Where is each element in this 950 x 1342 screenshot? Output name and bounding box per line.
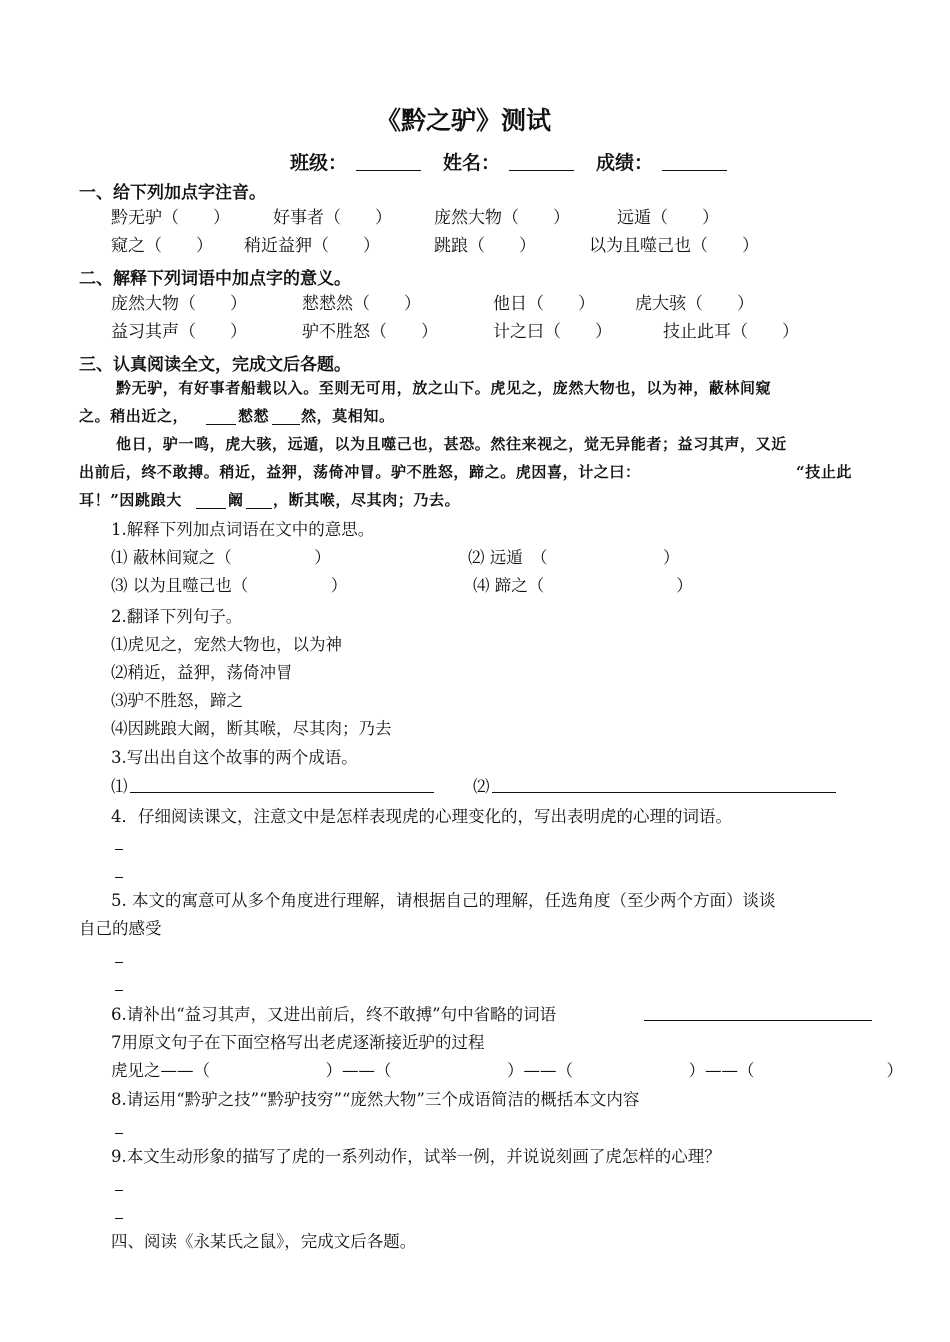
section3-heading: 三、认真阅读全文，完成文后各题。: [79, 355, 351, 375]
answer-dash[interactable]: [115, 1218, 123, 1219]
passage-word: 憖憖: [238, 407, 270, 425]
page-title: 《黔之驴》测试: [376, 106, 552, 135]
class-label: 班级：: [290, 152, 348, 174]
q1-item: ⑴ 蔽林间窥之（ ）: [111, 548, 331, 567]
q1-item: ⑶ 以为且噬己也（ ）: [111, 576, 348, 595]
passage-line: 他日，驴一鸣，虎大骇，远遁，以为且噬己也，甚恐。然往来视之，觉无异能者；益习其声，又近: [116, 435, 787, 453]
passage-line: “技止此: [796, 463, 853, 481]
sec1-item: 远遁（ ）: [617, 208, 719, 228]
sec1-item: 跳踉（ ）: [434, 236, 536, 256]
passage-line: 耳！”因跳踉大: [79, 491, 182, 509]
passage-line: ，断其喉，尽其肉；乃去。: [273, 491, 461, 509]
q3-answer-line[interactable]: [130, 792, 434, 793]
question-6: 6.请补出“益习其声，又进出前后，终不敢搏”句中省略的词语: [111, 1005, 557, 1024]
q1-item: ⑵ 远遁 （ ）: [468, 548, 680, 567]
sec1-item: 黔无驴（ ）: [111, 208, 230, 228]
sec2-item: 庞然大物（ ）: [111, 294, 247, 314]
passage-blank: [196, 508, 226, 509]
question-1: 1.解释下列加点词语在文中的意思。: [111, 520, 375, 539]
question-5-cont: 自己的感受: [79, 919, 162, 938]
answer-dash[interactable]: [115, 877, 123, 878]
question-8: 8.请运用“黔驴之技”“黔驴技穷”“庞然大物”三个成语简洁的概括本文内容: [111, 1090, 640, 1109]
q2-sentence: ⑵稍近，益狎，荡倚冲冒: [111, 663, 293, 682]
q3-item: ⑵: [473, 777, 490, 796]
answer-dash[interactable]: [115, 1190, 123, 1191]
name-label: 姓名：: [443, 152, 501, 174]
passage-blank: [272, 424, 300, 425]
q3-item: ⑴: [111, 777, 128, 796]
question-3: 3.写出出自这个故事的两个成语。: [111, 748, 358, 767]
q3-answer-line[interactable]: [492, 792, 836, 793]
score-blank[interactable]: [662, 170, 727, 171]
section4-heading: 四、阅读《永某氏之鼠》，完成文后各题。: [111, 1232, 417, 1251]
answer-dash[interactable]: [115, 1133, 123, 1134]
sec1-item: 稍近益狎（ ）: [244, 236, 380, 256]
name-blank[interactable]: [509, 170, 574, 171]
question-4: 4．仔细阅读课文，注意文中是怎样表现虎的心理变化的，写出表明虎的心理的词语。: [111, 807, 732, 826]
question-7: 7用原文句子在下面空格写出老虎逐渐接近驴的过程: [111, 1033, 485, 1052]
passage-line: 黔无驴，有好事者船载以入。至则无可用，放之山下。虎见之，庞然大物也，以为神，蔽林间窥: [116, 379, 772, 397]
q7-chain: 虎见之——（ ）——（ ）——（ ）——（ ）: [111, 1061, 903, 1080]
section1-heading: 一、给下列加点字注音。: [79, 183, 266, 203]
answer-dash[interactable]: [115, 849, 123, 850]
sec2-item: 他日（ ）: [493, 294, 595, 314]
sec2-item: 益习其声（ ）: [111, 322, 247, 342]
answer-dash[interactable]: [115, 990, 123, 991]
passage-blank: [206, 424, 236, 425]
passage-line: 之。稍出近之，: [79, 407, 189, 425]
answer-dash[interactable]: [115, 962, 123, 963]
sec1-item: 窥之（ ）: [111, 236, 213, 256]
q2-sentence: ⑶驴不胜怒，蹄之: [111, 691, 243, 710]
passage-blank: [246, 508, 272, 509]
q2-sentence: ⑷因跳踉大阚，断其喉，尽其肉；乃去: [111, 719, 392, 738]
sec2-item: 计之曰（ ）: [493, 322, 612, 342]
score-label: 成绩：: [596, 152, 654, 174]
sec2-item: 驴不胜怒（ ）: [302, 322, 438, 342]
sec1-item: 以为且噬己也（ ）: [589, 236, 759, 256]
q6-answer-line[interactable]: [644, 1020, 872, 1021]
sec1-item: 好事者（ ）: [273, 208, 392, 228]
sec2-item: 憖憖然（ ）: [302, 294, 421, 314]
q1-item: ⑷ 蹄之（ ）: [473, 576, 693, 595]
passage-line: 然，莫相知。: [301, 407, 395, 425]
question-2: 2.翻译下列句子。: [111, 607, 243, 626]
class-blank[interactable]: [356, 170, 421, 171]
question-5: 5. 本文的寓意可从多个角度进行理解，请根据自己的理解，任选角度（至少两个方面）谈谈: [111, 891, 776, 910]
passage-word: 阚: [228, 491, 244, 509]
question-9: 9.本文生动形象的描写了虎的一系列动作，试举一例，并说说刻画了虎怎样的心理？: [111, 1147, 721, 1166]
sec2-item: 技止此耳（ ）: [663, 322, 799, 342]
sec1-item: 庞然大物（ ）: [434, 208, 570, 228]
section2-heading: 二、解释下列词语中加点字的意义。: [79, 269, 351, 289]
passage-line: 出前后，终不敢搏。稍近，益狎，荡倚冲冒。驴不胜怒，蹄之。虎因喜，计之曰：: [79, 463, 641, 481]
sec2-item: 虎大骇（ ）: [635, 294, 754, 314]
q2-sentence: ⑴虎见之，宠然大物也，以为神: [111, 635, 342, 654]
